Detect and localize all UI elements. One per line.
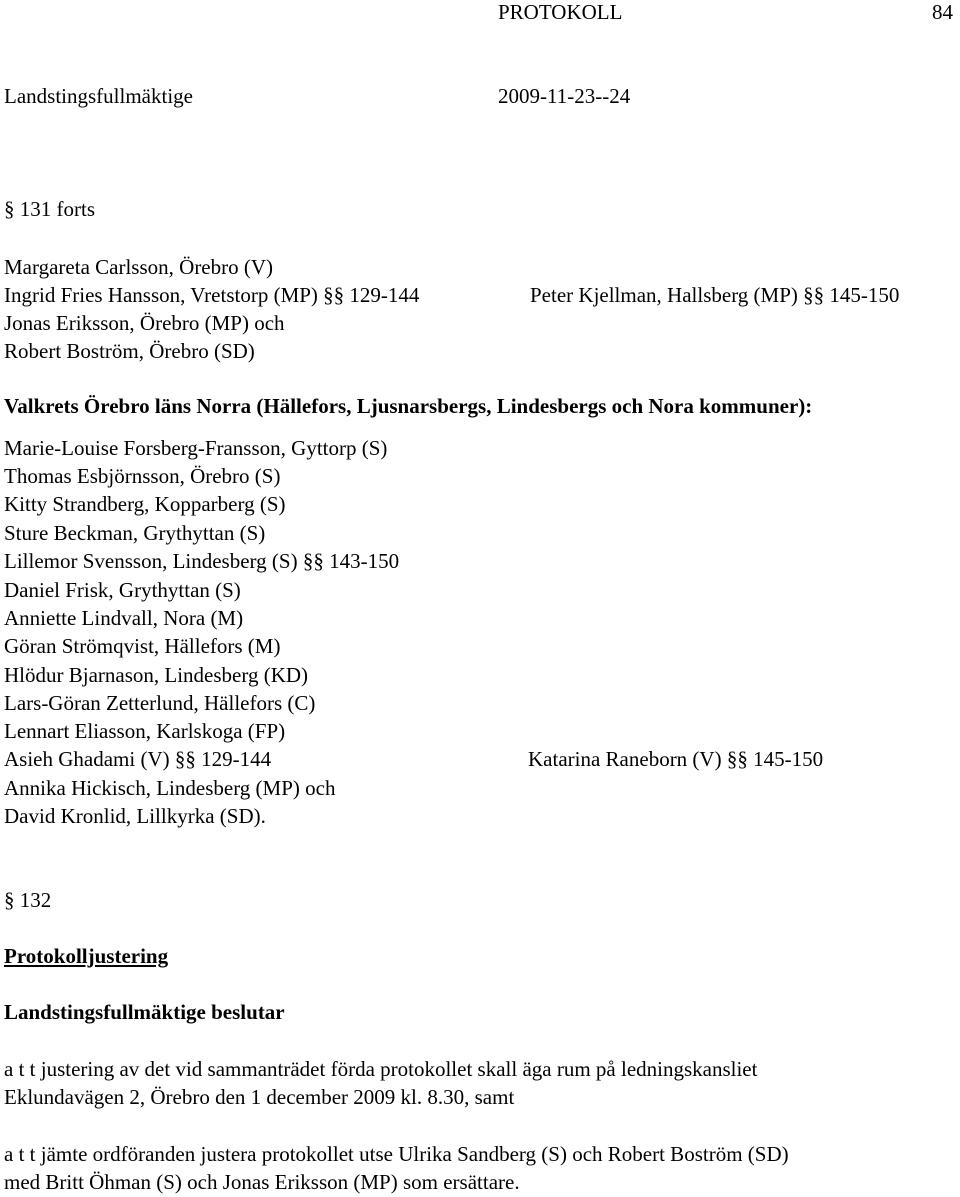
member-line: David Kronlid, Lillkyrka (SD). xyxy=(4,804,266,828)
decision-heading: Landstingsfullmäktige beslutar xyxy=(4,1000,285,1024)
attendee-line: Jonas Eriksson, Örebro (MP) och xyxy=(4,311,285,335)
member-line: Daniel Frisk, Grythyttan (S) xyxy=(4,578,241,602)
member-line: Thomas Esbjörnsson, Örebro (S) xyxy=(4,464,281,488)
member-line: Marie-Louise Forsberg-Fransson, Gyttorp (S) xyxy=(4,436,388,460)
member-line: Annika Hickisch, Lindesberg (MP) och xyxy=(4,776,336,800)
attendee-line: Margareta Carlsson, Örebro (V) xyxy=(4,255,274,279)
attendee-right-note: Peter Kjellman, Hallsberg (MP) §§ 145-150 xyxy=(530,283,900,307)
attendee-line: Ingrid Fries Hansson, Vretstorp (MP) §§ 129-144 xyxy=(4,283,420,307)
decision-paragraph-line: med Britt Öhman (S) och Jonas Eriksson (MP) som ersättare. xyxy=(4,1170,520,1194)
decision-paragraph-line: a t t justering av det vid sammanträdet förda protokollet skall äga rum på ledningskansliet xyxy=(4,1057,758,1081)
constituency-heading: Valkrets Örebro läns Norra (Hällefors, Ljusnarsbergs, Lindesbergs och Nora kommuner): xyxy=(4,394,813,418)
member-line: Kitty Strandberg, Kopparberg (S) xyxy=(4,492,286,516)
meeting-dates: 2009-11-23--24 xyxy=(498,84,631,108)
organization-name: Landstingsfullmäktige xyxy=(4,84,193,108)
member-line: Asieh Ghadami (V) §§ 129-144 xyxy=(4,747,272,771)
member-line: Lillemor Svensson, Lindesberg (S) §§ 143-150 xyxy=(4,549,400,573)
member-line: Lars-Göran Zetterlund, Hällefors (C) xyxy=(4,691,316,715)
member-line: Anniette Lindvall, Nora (M) xyxy=(4,606,244,630)
page-number: 84 xyxy=(932,0,953,24)
member-line: Hlödur Bjarnason, Lindesberg (KD) xyxy=(4,663,309,687)
member-line: Göran Strömqvist, Hällefors (M) xyxy=(4,634,281,658)
member-right-note: Katarina Raneborn (V) §§ 145-150 xyxy=(528,747,824,771)
member-line: Lennart Eliasson, Karlskoga (FP) xyxy=(4,719,286,743)
decision-paragraph-line: a t t jämte ordföranden justera protokollet utse Ulrika Sandberg (S) och Robert Boström (SD) xyxy=(4,1142,789,1166)
section-132-heading: § 132 xyxy=(4,888,52,912)
decision-paragraph-line: Eklundavägen 2, Örebro den 1 december 2009 kl. 8.30, samt xyxy=(4,1085,515,1109)
document-title: PROTOKOLL xyxy=(498,0,623,24)
attendee-line: Robert Boström, Örebro (SD) xyxy=(4,339,255,363)
section-132-title: Protokolljustering xyxy=(4,944,169,968)
member-line: Sture Beckman, Grythyttan (S) xyxy=(4,521,266,545)
section-131-heading: § 131 forts xyxy=(4,197,95,221)
